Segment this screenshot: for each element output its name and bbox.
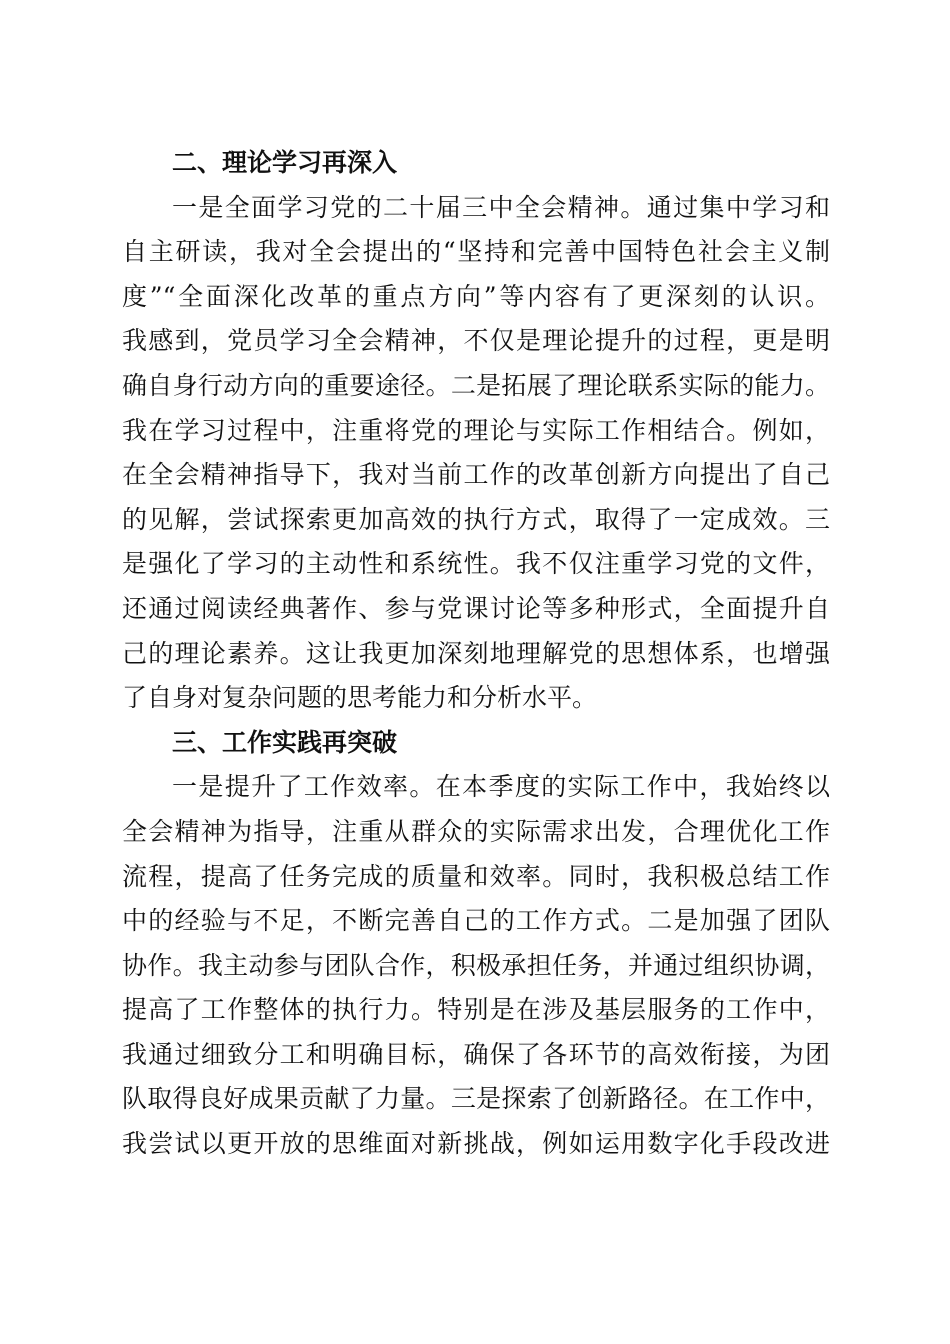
paragraph-line: 还通过阅读经典著作、参与党课讨论等多种形式，全面提升自 xyxy=(122,593,830,623)
paragraph-line: 了自身对复杂问题的思考能力和分析水平。 xyxy=(122,683,598,713)
document-body xyxy=(122,141,830,1167)
paragraph-line: 度”“全面深化改革的重点方向”等内容有了更深刻的认识。 xyxy=(122,281,830,311)
paragraph-line: 一是提升了工作效率。在本季度的实际工作中，我始终以 xyxy=(172,772,830,802)
paragraph-line: 队取得良好成果贡献了力量。三是探索了创新路径。在工作中， xyxy=(122,1084,830,1114)
paragraph-line: 的见解，尝试探索更加高效的执行方式，取得了一定成效。三 xyxy=(122,504,830,534)
paragraph-line: 己的理论素养。这让我更加深刻地理解党的思想体系，也增强 xyxy=(122,638,830,668)
paragraph-line: 中的经验与不足，不断完善自己的工作方式。二是加强了团队 xyxy=(122,906,830,936)
paragraph-line: 提高了工作整体的执行力。特别是在涉及基层服务的工作中， xyxy=(122,995,830,1025)
section-heading-theory: 二、理论学习再深入 xyxy=(172,148,398,177)
paragraph-line: 我感到，党员学习全会精神，不仅是理论提升的过程，更是明 xyxy=(122,326,830,356)
paragraph-line: 自主研读，我对全会提出的“坚持和完善中国特色社会主义制 xyxy=(122,237,830,267)
paragraph-line: 是强化了学习的主动性和系统性。我不仅注重学习党的文件， xyxy=(122,549,830,579)
paragraph-line: 一是全面学习党的二十届三中全会精神。通过集中学习和 xyxy=(172,192,830,222)
paragraph-line: 在全会精神指导下，我对当前工作的改革创新方向提出了自己 xyxy=(122,460,830,490)
paragraph-line: 协作。我主动参与团队合作，积极承担任务，并通过组织协调， xyxy=(122,950,830,980)
paragraph-line: 我在学习过程中，注重将党的理论与实际工作相结合。例如， xyxy=(122,415,830,445)
paragraph-line: 全会精神为指导，注重从群众的实际需求出发，合理优化工作 xyxy=(122,816,830,846)
paragraph-line: 我尝试以更开放的思维面对新挑战，例如运用数字化手段改进 xyxy=(122,1129,830,1159)
section-heading-practice: 三、工作实践再突破 xyxy=(172,727,398,757)
paragraph-line: 流程，提高了任务完成的质量和效率。同时，我积极总结工作 xyxy=(122,861,830,891)
paragraph-line: 确自身行动方向的重要途径。二是拓展了理论联系实际的能力。 xyxy=(122,370,830,400)
paragraph-line: 我通过细致分工和明确目标，确保了各环节的高效衔接，为团 xyxy=(122,1039,830,1069)
